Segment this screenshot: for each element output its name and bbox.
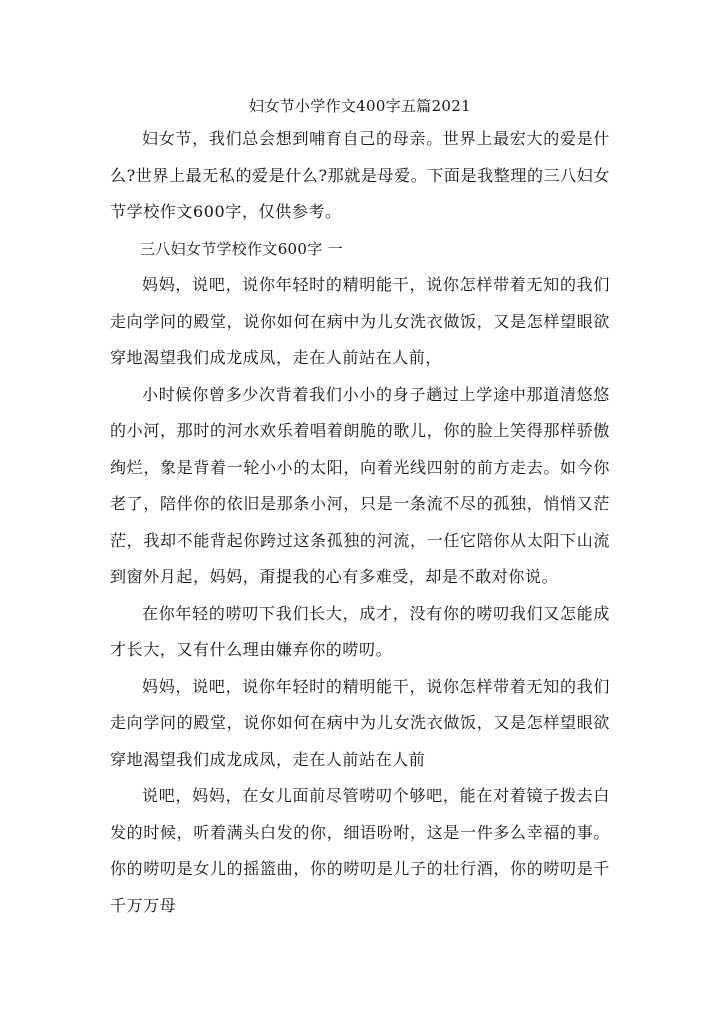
body-paragraph: 在你年轻的唠叨下我们长大，成才，没有你的唠叨我们又怎能成才长大，又有什么理由嫌弃你的唠叨。 <box>110 603 610 659</box>
intro-paragraph: 妇女节，我们总会想到哺育自己的母亲。世界上最宏大的爱是什么?世界上最无私的爱是什么?那就是母爱。下面是我整理的三八妇女节学校作文600字，仅供参考。 <box>110 129 610 221</box>
body-paragraph: 小时候你曾多少次背着我们小小的身子趟过上学途中那道清悠悠的小河，那时的河水欢乐着唱着朗脆的歌儿，你的脸上笑得那样骄傲绚烂，象是背着一轮小小的太阳，向着光线四射的前方走去。如今你老了，陪伴你的依旧是那条小河，只是一条流不尽的孤独，悄悄又茫茫，我却不能背起你跨过这条孤独的河流，一任它陪你从太阳下山流到窗外月起，妈妈，甭提我的心有多难受，却是不敢对你说。 <box>110 384 610 586</box>
body-paragraph: 妈妈，说吧，说你年轻时的精明能干，说你怎样带着无知的我们走向学问的殿堂，说你如何在病中为儿女洗衣做饭，又是怎样望眼欲穿地渴望我们成龙成凤，走在人前站在人前 <box>110 676 610 769</box>
section-heading: 三八妇女节学校作文600字 一 <box>140 239 343 258</box>
body-paragraph: 说吧，妈妈，在女儿面前尽管唠叨个够吧，能在对着镜子拨去白发的时候，听着满头白发的你，细语吩咐，这是一件多么幸福的事。你的唠叨是女儿的摇篮曲，你的唠叨是儿子的壮行酒，你的唠叨是千千万万母 <box>110 786 610 915</box>
body-paragraph: 妈妈，说吧，说你年轻时的精明能干，说你怎样带着无知的我们走向学问的殿堂，说你如何在病中为儿女洗衣做饭，又是怎样望眼欲穿地渴望我们成龙成凤，走在人前站在人前， <box>110 275 610 367</box>
document-body <box>110 91 610 924</box>
document-title: 妇女节小学作文400字五篇2021 <box>249 97 471 115</box>
